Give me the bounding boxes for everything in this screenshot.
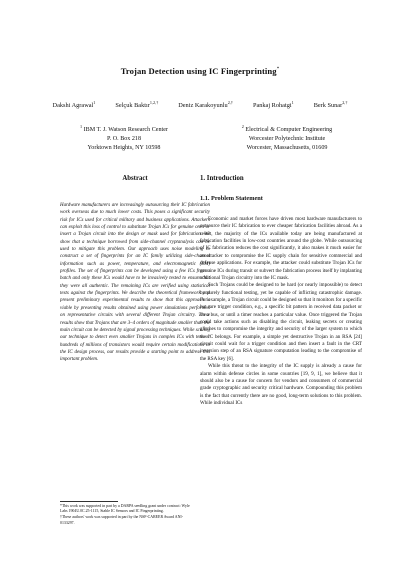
footnote-funding: *This work was supported in part by a DARPA seedling grant under contract: Wyle Labs 1904U.0C.25-1115, Stable IC Sensors and IC Fingerprinting. — [60, 504, 190, 514]
abstract-heading: Abstract — [122, 175, 148, 182]
footnote-rule — [60, 501, 118, 502]
problem-statement-heading: 1.1. Problem Statement — [200, 195, 263, 202]
abstract-text: Hardware manufacturers are increasingly outsourcing their IC fabrication work overseas due to much lower costs. This poses a significant security risk for ICs used for critical military and business applications. Attackers can exploit this loss of control to substitute Trojan ICs for genuine ones or insert a Trojan circuit into the design or mask used for fabrication. We show that a technique borrowed from side-channel cryptanalysis can be used to mitigate this problem. Our approach uses noise modeling to construct a set of fingerprints for an IC family utilizing side-channel information such as power, temperature, and electromagnetic (EM) profiles. The set of fingerprints can be developed using a few ICs from a batch and only these ICs would have to be invasively tested to ensure that they were all authentic. The remaining ICs are verified using statistical tests against the fingerprints. We describe the theoretical framework and present preliminary experimental results to show that this approach is viable by presenting results obtained using power simulations performed on representative circuits with several different Trojan circuitry. These results show that Trojans that are 3–4 orders of magnitude smaller than the main circuit can be detected by signal processing techniques. While scaling our technique to detect even smaller Trojans in complex ICs with tens or hundreds of millions of transistors would require certain modifications to the IC design process, our results provide a starting point to address this important problem. — [60, 203, 210, 363]
paper-title — [0, 66, 400, 76]
author: Selçuk Baktır$^{1,2,\dagger}$ — [115, 100, 159, 110]
affiliation-ibm: $^1$ IBM T. J. Watson Research Center P. O. Box 218 Yorktown Heights, NY 10598 — [80, 124, 168, 152]
author-list — [0, 100, 400, 109]
introduction-body — [200, 216, 362, 546]
paragraph: While this threat to the integrity of the IC supply is already a cause for alarm within defense circles in some countries [19, 9, 1], we believe that it should also be a cause for concern for vendors and consumers of commercial grade cryptographic and security critical hardware. Compounding this problem is the fact that currently there are no good, long-term solutions to this problem. While individual ICs — [200, 363, 362, 406]
title-text: Trojan Detection using IC Fingerprinting — [120, 66, 277, 76]
right-column — [200, 175, 362, 546]
author: Deniz Karakoyunlu$^{2,\dagger}$ — [178, 100, 233, 110]
author: Berk Sunar$^{2,\dagger}$ — [313, 100, 348, 110]
affiliation-wpi: $^2$ Electrical & Computer Engineering Worcester Polytechnic Institute Worcester, Massachusetts, 01609 — [241, 124, 333, 152]
author: Pankaj Rohatgi$^1$ — [252, 100, 294, 110]
paragraph: Such Trojans could be designed to be hard (or nearly impossible) to detect by purely functional testing, yet be capable of inflicting catastrophic damage. For example, a Trojan circuit could be designed so that it monitors for a specific but rare trigger condition, e.g., a specific bit pattern in received data packet or on a bus, or until a timer reaches a particular value. Once triggered the Trojan could take actions such as disabling the circuit, leaking secrets or creating glitches to compromise the integrity and security of the larger system to which the IC belongs. For example, a simple yet destructive Trojan in an RSA [24] circuit could wait for a trigger condition and then insert a fault in the CRT inversion step of an RSA signature computation leading to the compromise of the RSA key [6]. — [200, 282, 362, 362]
title-footnote-mark: * — [276, 67, 280, 73]
author: Dakshi Agrawal$^1$ — [52, 100, 96, 110]
footnotes — [60, 504, 190, 527]
left-column — [60, 175, 210, 524]
footnote-nsf: †These authors' work was supported in part by the NSF-CAREER Award ANI-0133297. — [60, 515, 183, 525]
paragraph: Economic and market forces have driven most hardware manufacturers to outsource their IC fabrication to ever cheaper fabrication facilities abroad. As a result, the majority of the ICs available today are being manufactured at fabrication facilities in low-cost countries around the globe. While outsourcing of IC fabrication reduces the cost significantly, it also makes it much easier for an attacker to compromise the IC supply chain for sensitive commercial and defense applications. For example, the attacker could substitute Trojan ICs for genuine ICs during transit or subvert the fabrication process itself by implanting additional Trojan circuitry into the IC mask. — [200, 216, 362, 281]
introduction-heading: 1. Introduction — [200, 175, 244, 182]
